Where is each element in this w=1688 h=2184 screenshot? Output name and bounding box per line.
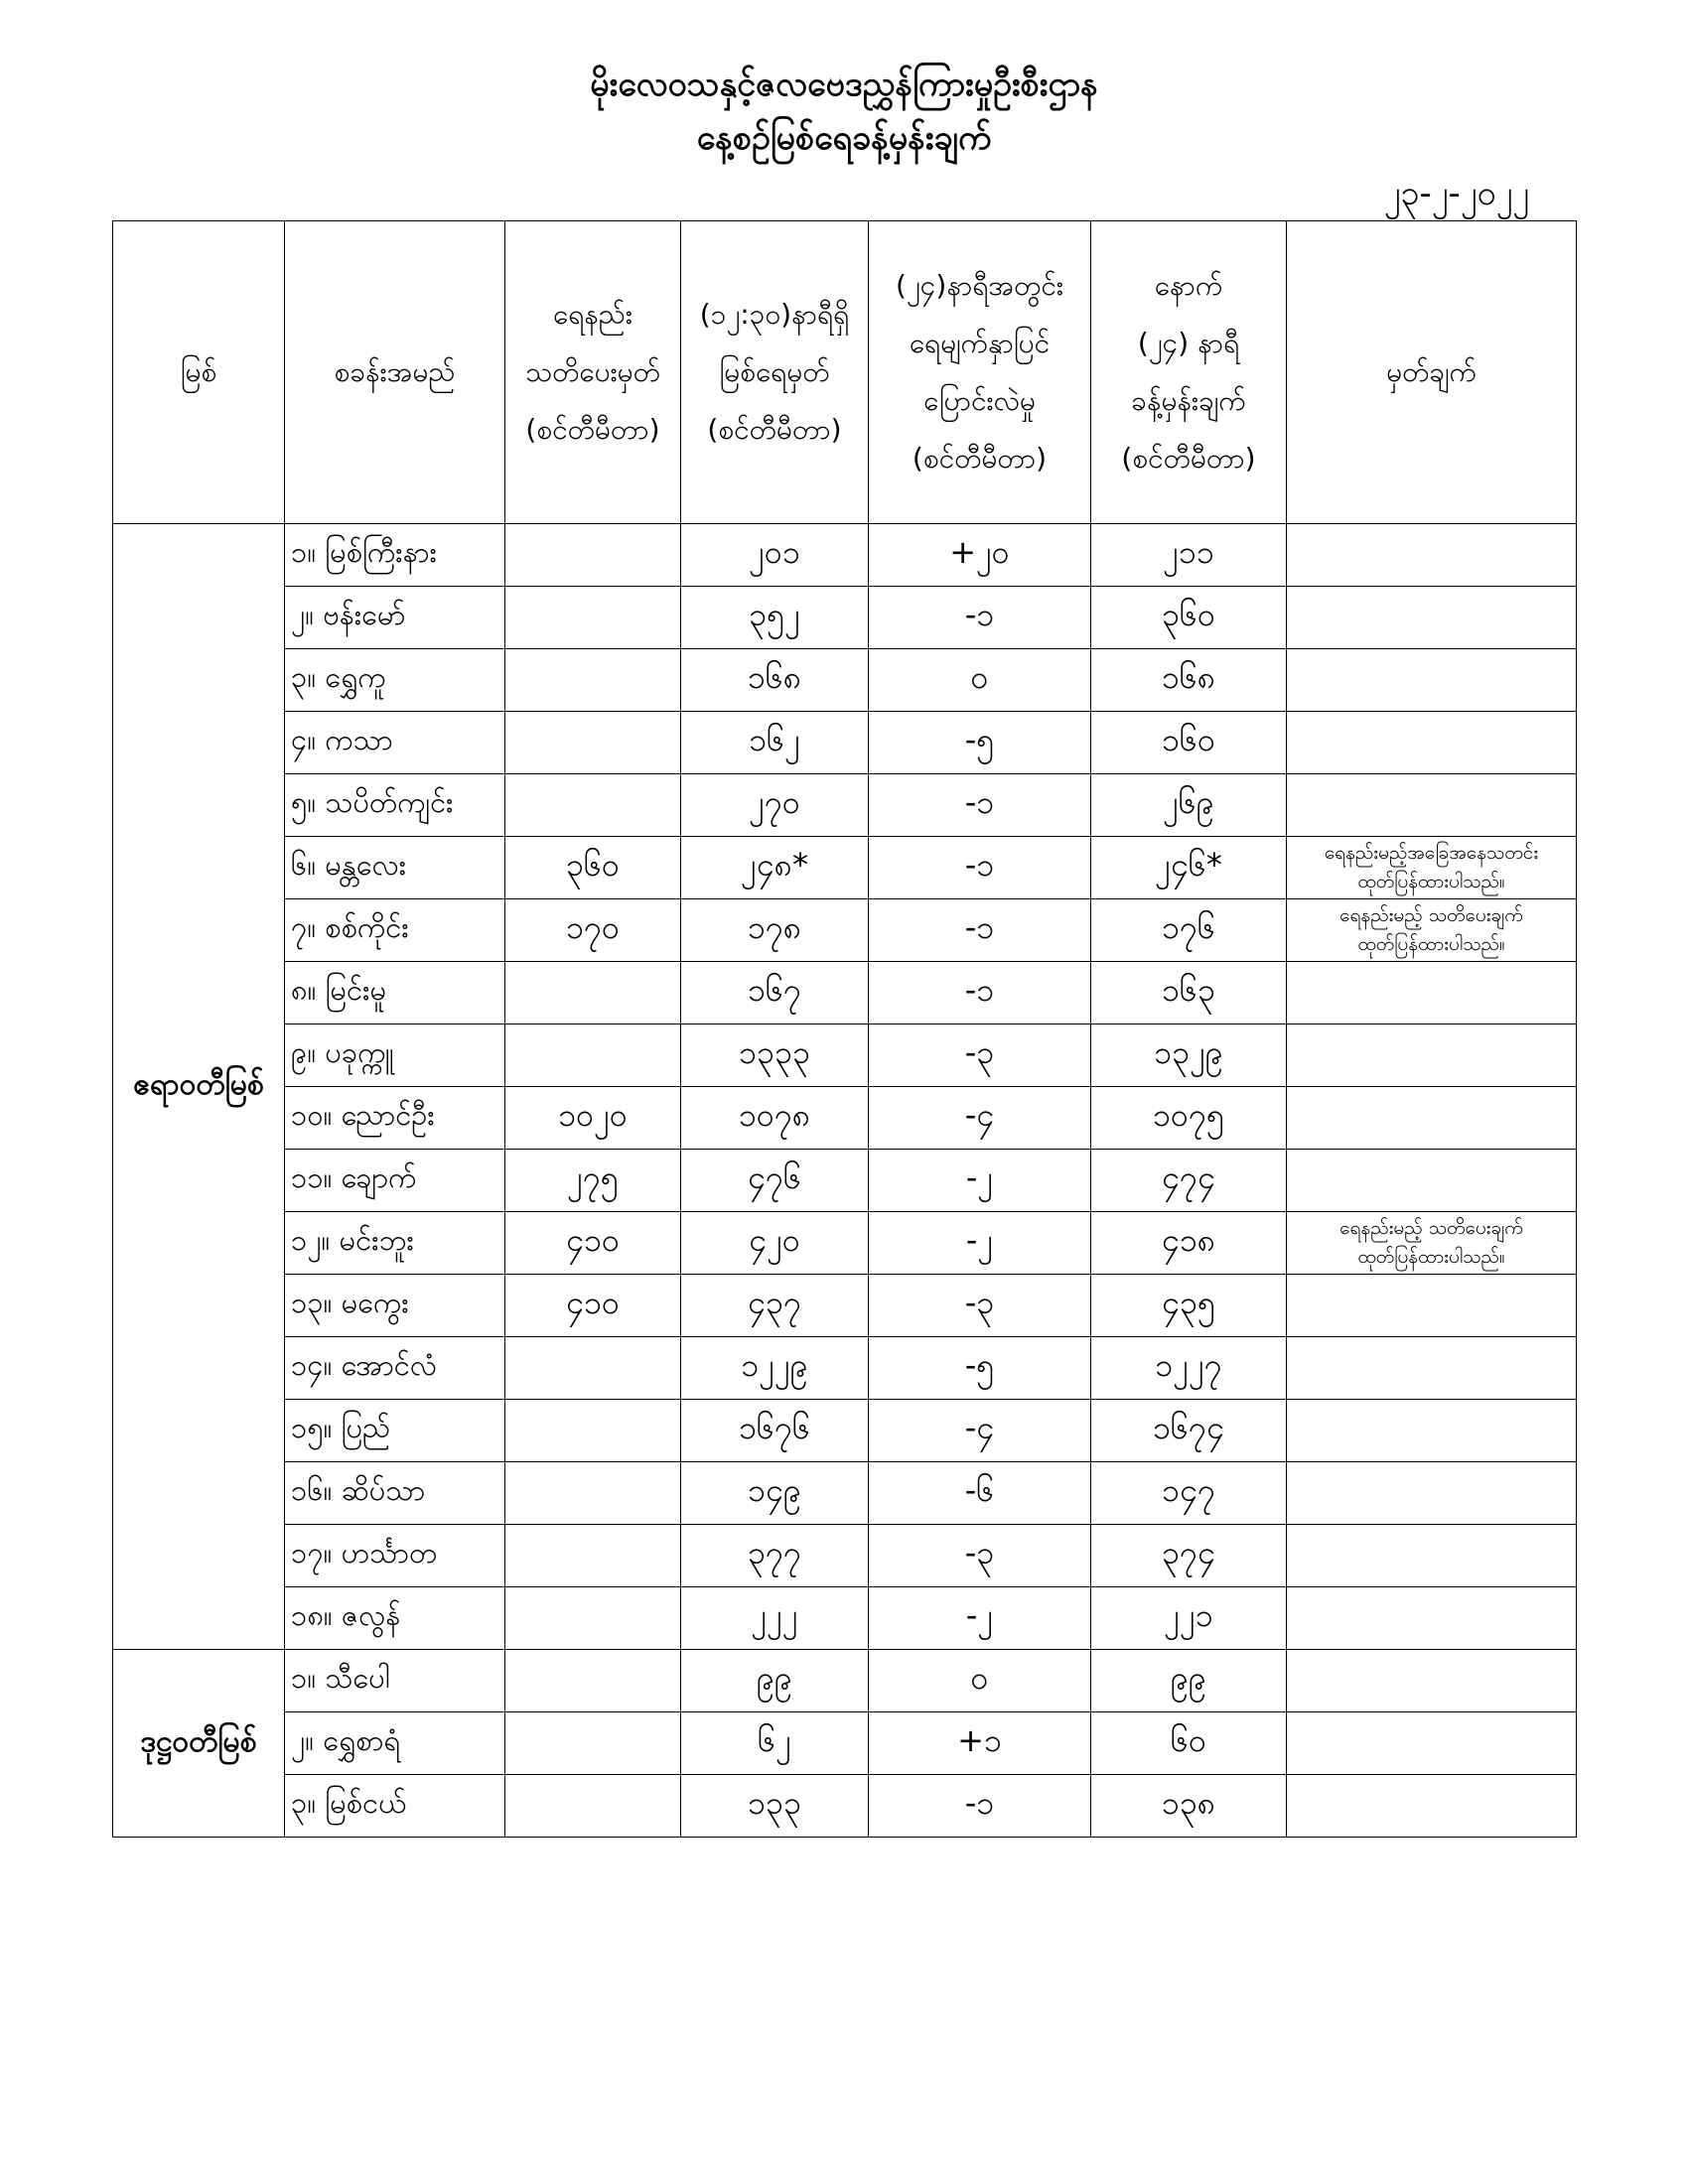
forecast-level-cell: ၁၆၈: [1091, 649, 1287, 712]
header-forecast: နောက် (၂၄) နာရီ ခန့်မှန်းချက် (စင်တီမီတာ): [1091, 221, 1287, 524]
station-name-cell: ၂။ ရွှေစာရံ: [285, 1712, 505, 1775]
river-name-cell: ဧရာဝတီမြစ်: [113, 524, 285, 1650]
remark-line: ရေနည်းမည့် သတိပေးချက်: [1339, 904, 1523, 926]
station-name-cell: ၁၄။ အောင်လံ: [285, 1337, 505, 1400]
level-change-cell: -၃: [869, 1525, 1091, 1587]
level-change-cell: -၁: [869, 962, 1091, 1024]
table-row: [113, 774, 1577, 837]
station-name-cell: ၃။ မြစ်ငယ်: [285, 1775, 505, 1838]
table-row: [113, 1525, 1577, 1587]
table-row: [113, 1650, 1577, 1712]
table-row: [113, 524, 1577, 587]
forecast-level-cell: ၁၆၀: [1091, 712, 1287, 774]
observed-level-cell: ၁၆၇၆: [681, 1400, 869, 1462]
forecast-level-cell: ၃၆၀: [1091, 587, 1287, 649]
observed-level-cell: ၄၂၀: [681, 1212, 869, 1275]
observed-level-cell: ၁၇၈: [681, 899, 869, 962]
department-title: မိုးလေဝသနှင့်ဇလဗေဒညွှန်ကြားမှုဦးစီးဌာန: [590, 65, 1098, 104]
level-change-cell: -၁: [869, 837, 1091, 899]
danger-level-cell: ၁၇၀: [505, 899, 681, 962]
remark-cell: [1287, 1212, 1577, 1275]
table-header-row: [113, 221, 1577, 524]
danger-level-cell: [505, 1024, 681, 1087]
station-name-cell: ၁၃။ မကွေး: [285, 1275, 505, 1337]
remark-cell: [1287, 1775, 1577, 1838]
level-change-cell: -၆: [869, 1462, 1091, 1525]
remark-line: ရေနည်းမည့် သတိပေးချက်: [1339, 1217, 1523, 1239]
header-level-change: (၂၄)နာရီအတွင်း ရေမျက်နှာပြင် ပြောင်းလဲမှု (စင်တီမီတာ): [869, 221, 1091, 524]
station-name-cell: ၁၇။ ဟင်္သာတ: [285, 1525, 505, 1587]
table-row: [113, 899, 1577, 962]
remark-cell: [1287, 1587, 1577, 1650]
station-name-cell: ၆။ မန္တလေး: [285, 837, 505, 899]
danger-level-cell: ၄၁၀: [505, 1212, 681, 1275]
forecast-level-cell: ၂၂၁: [1091, 1587, 1287, 1650]
remark-cell: [1287, 1650, 1577, 1712]
forecast-level-cell: ၄၇၄: [1091, 1150, 1287, 1212]
level-change-cell: -၁: [869, 774, 1091, 837]
table-row: [113, 1275, 1577, 1337]
remark-cell: [1287, 1525, 1577, 1587]
danger-level-cell: ၁၀၂၀: [505, 1087, 681, 1150]
table-row: [113, 1712, 1577, 1775]
remark-cell: [1287, 649, 1577, 712]
forecast-level-cell: ၁၃၂၉: [1091, 1024, 1287, 1087]
level-change-cell: -၁: [869, 587, 1091, 649]
level-change-cell: -၅: [869, 712, 1091, 774]
forecast-level-cell: ၉၉: [1091, 1650, 1287, 1712]
remark-cell: [1287, 1150, 1577, 1212]
level-change-cell: -၃: [869, 1024, 1091, 1087]
level-change-cell: ၀: [869, 1650, 1091, 1712]
report-header: [0, 58, 1688, 165]
table-row: [113, 1400, 1577, 1462]
observed-level-cell: ၂၂၂: [681, 1587, 869, 1650]
table-row: [113, 1150, 1577, 1212]
forecast-level-cell: ၁၆၇၄: [1091, 1400, 1287, 1462]
forecast-level-cell: ၂၁၁: [1091, 524, 1287, 587]
danger-level-cell: [505, 524, 681, 587]
remark-cell: [1287, 524, 1577, 587]
level-change-cell: -၁: [869, 1775, 1091, 1838]
header-remarks: မှတ်ချက်: [1287, 221, 1577, 524]
observed-level-cell: ၂၇၀: [681, 774, 869, 837]
forecast-level-cell: ၁၂၂၇: [1091, 1337, 1287, 1400]
river-name-cell: ဒုဋ္ဌဝတီမြစ်: [113, 1650, 285, 1838]
remark-cell: [1287, 1712, 1577, 1775]
forecast-level-cell: ၁၇၆: [1091, 899, 1287, 962]
forecast-level-cell: ၂၆၉: [1091, 774, 1287, 837]
table-row: [113, 1462, 1577, 1525]
level-change-cell: +၁: [869, 1712, 1091, 1775]
station-name-cell: ၇။ စစ်ကိုင်း: [285, 899, 505, 962]
remark-cell: [1287, 1337, 1577, 1400]
observed-level-cell: ၁၃၃၃: [681, 1024, 869, 1087]
remark-cell: [1287, 774, 1577, 837]
observed-level-cell: ၆၂: [681, 1712, 869, 1775]
remark-cell: [1287, 1087, 1577, 1150]
observed-level-cell: ၁၆၂: [681, 712, 869, 774]
table-row: [113, 1337, 1577, 1400]
observed-level-cell: ၃၅၂: [681, 587, 869, 649]
danger-level-cell: [505, 1650, 681, 1712]
station-name-cell: ၁၈။ ဇလွန်: [285, 1587, 505, 1650]
forecast-level-cell: ၆၀: [1091, 1712, 1287, 1775]
level-change-cell: -၃: [869, 1275, 1091, 1337]
observed-level-cell: ၁၆၈: [681, 649, 869, 712]
remark-cell: [1287, 1275, 1577, 1337]
danger-level-cell: ၃၆၀: [505, 837, 681, 899]
forecast-level-cell: ၁၃၈: [1091, 1775, 1287, 1838]
station-name-cell: ၈။ မြင်းမူ: [285, 962, 505, 1024]
observed-level-cell: ၄၇၆: [681, 1150, 869, 1212]
observed-level-cell: ၁၆၇: [681, 962, 869, 1024]
remark-cell: [1287, 837, 1577, 899]
observed-level-cell: ၁၄၉: [681, 1462, 869, 1525]
level-change-cell: -၄: [869, 1400, 1091, 1462]
observed-level-cell: ၃၇၇: [681, 1525, 869, 1587]
forecast-level-cell: ၁၆၃: [1091, 962, 1287, 1024]
remark-cell: [1287, 587, 1577, 649]
level-change-cell: +၂၀: [869, 524, 1091, 587]
forecast-level-cell: ၂၄၆*: [1091, 837, 1287, 899]
danger-level-cell: [505, 1712, 681, 1775]
level-change-cell: -၂: [869, 1212, 1091, 1275]
remark-line: ရေနည်းမည့်အခြေအနေသတင်း: [1324, 842, 1539, 864]
level-change-cell: -၂: [869, 1587, 1091, 1650]
table-row: [113, 962, 1577, 1024]
table-row: [113, 1775, 1577, 1838]
station-name-cell: ၁၆။ ဆိပ်သာ: [285, 1462, 505, 1525]
danger-level-cell: [505, 1525, 681, 1587]
header-station: စခန်းအမည်: [285, 221, 505, 524]
table-body: [113, 524, 1577, 1838]
station-name-cell: ၅။ သပိတ်ကျင်း: [285, 774, 505, 837]
station-name-cell: ၃။ ရွှေကူ: [285, 649, 505, 712]
remark-line: ထုတ်ပြန်ထားပါသည်။: [1357, 871, 1505, 892]
observed-level-cell: ၂၀၁: [681, 524, 869, 587]
danger-level-cell: [505, 1337, 681, 1400]
remark-line: ထုတ်ပြန်ထားပါသည်။: [1357, 1246, 1505, 1268]
river-level-table: [112, 220, 1577, 1838]
station-name-cell: ၄။ ကသာ: [285, 712, 505, 774]
station-name-cell: ၁၂။ မင်းဘူး: [285, 1212, 505, 1275]
table-row: [113, 712, 1577, 774]
forecast-level-cell: ၄၃၅: [1091, 1275, 1287, 1337]
table-row: [113, 1024, 1577, 1087]
remark-cell: [1287, 712, 1577, 774]
table-row: [113, 587, 1577, 649]
station-name-cell: ၁။ သီပေါ: [285, 1650, 505, 1712]
level-change-cell: -၅: [869, 1337, 1091, 1400]
observed-level-cell: ၂၄၈*: [681, 837, 869, 899]
level-change-cell: -၂: [869, 1150, 1091, 1212]
remark-cell: [1287, 899, 1577, 962]
level-change-cell: -၄: [869, 1087, 1091, 1150]
station-name-cell: ၁၀။ ညောင်ဦး: [285, 1087, 505, 1150]
station-name-cell: ၁၁။ ချောက်: [285, 1150, 505, 1212]
header-river: မြစ်: [113, 221, 285, 524]
danger-level-cell: [505, 1587, 681, 1650]
danger-level-cell: [505, 774, 681, 837]
header-observed-level: (၁၂:၃၀)နာရီရှိ မြစ်ရေမှတ် (စင်တီမီတာ): [681, 221, 869, 524]
level-change-cell: ၀: [869, 649, 1091, 712]
observed-level-cell: ၉၉: [681, 1650, 869, 1712]
danger-level-cell: [505, 1775, 681, 1838]
table-row: [113, 1587, 1577, 1650]
remark-cell: [1287, 1024, 1577, 1087]
remark-cell: [1287, 1462, 1577, 1525]
remark-line: ထုတ်ပြန်ထားပါသည်။: [1357, 933, 1505, 955]
forecast-level-cell: ၃၇၄: [1091, 1525, 1287, 1587]
remark-cell: [1287, 962, 1577, 1024]
danger-level-cell: [505, 712, 681, 774]
report-date: ၂၃-၂-၂၀၂၂: [1383, 174, 1529, 213]
observed-level-cell: ၁၃၃: [681, 1775, 869, 1838]
danger-level-cell: ၂၇၅: [505, 1150, 681, 1212]
station-name-cell: ၁။ မြစ်ကြီးနား: [285, 524, 505, 587]
danger-level-cell: [505, 962, 681, 1024]
observed-level-cell: ၁၂၂၉: [681, 1337, 869, 1400]
remark-cell: [1287, 1400, 1577, 1462]
danger-level-cell: [505, 1462, 681, 1525]
station-name-cell: ၉။ ပခုက္ကူ: [285, 1024, 505, 1087]
danger-level-cell: ၄၁၀: [505, 1275, 681, 1337]
danger-level-cell: [505, 649, 681, 712]
forecast-level-cell: ၁၀၇၅: [1091, 1087, 1287, 1150]
table-row: [113, 837, 1577, 899]
table-row: [113, 649, 1577, 712]
forecast-level-cell: ၁၄၇: [1091, 1462, 1287, 1525]
level-change-cell: -၁: [869, 899, 1091, 962]
table-row: [113, 1212, 1577, 1275]
table-row: [113, 1087, 1577, 1150]
danger-level-cell: [505, 587, 681, 649]
observed-level-cell: ၄၃၇: [681, 1275, 869, 1337]
report-title: နေ့စဉ်မြစ်ရေခန့်မှန်းချက်: [696, 118, 992, 158]
station-name-cell: ၁၅။ ပြည်: [285, 1400, 505, 1462]
danger-level-cell: [505, 1400, 681, 1462]
forecast-level-cell: ၄၁၈: [1091, 1212, 1287, 1275]
station-name-cell: ၂။ ဗန်းမော်: [285, 587, 505, 649]
observed-level-cell: ၁၀၇၈: [681, 1087, 869, 1150]
header-danger-level: ရေနည်း သတိပေးမှတ် (စင်တီမီတာ): [505, 221, 681, 524]
